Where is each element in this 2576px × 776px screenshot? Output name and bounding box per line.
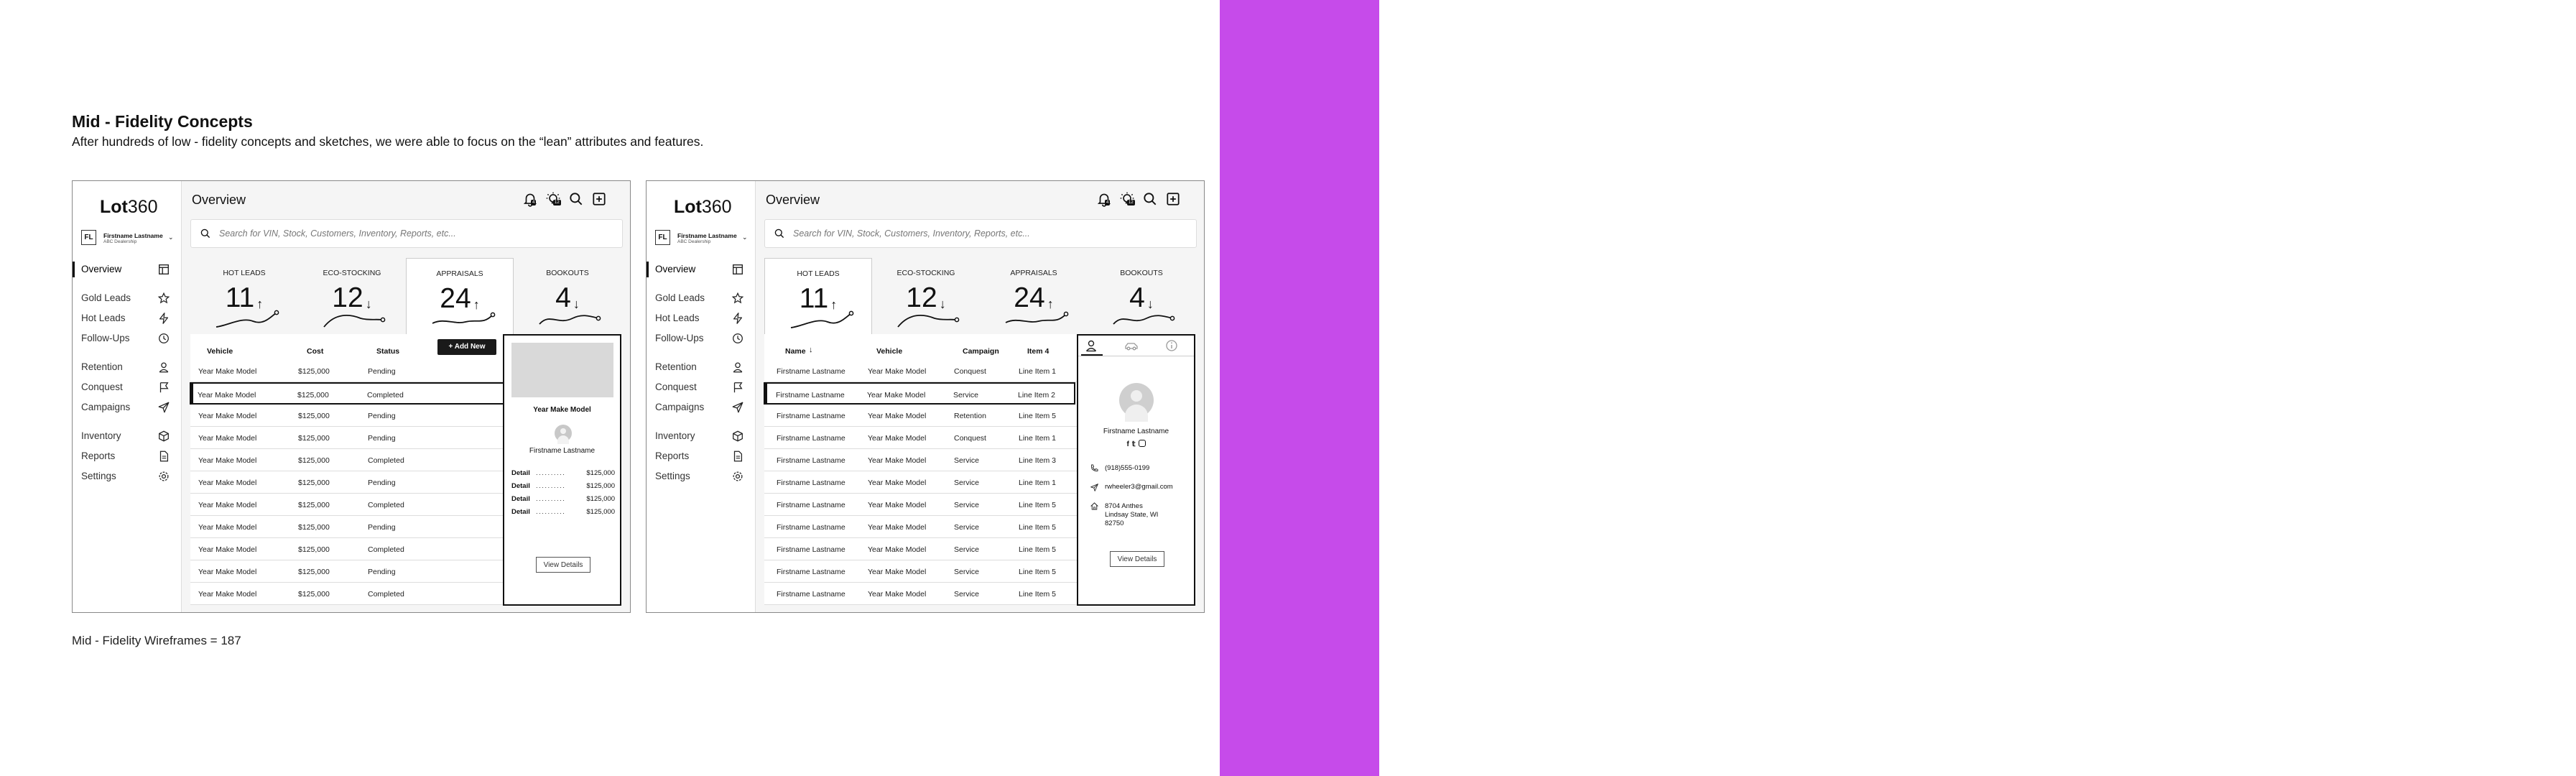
gear-icon xyxy=(157,470,170,483)
column-header-name[interactable]: Name xyxy=(785,347,806,356)
column-header-vehicle[interactable]: Vehicle xyxy=(207,347,233,356)
table-cell: Service xyxy=(954,501,980,509)
stat-label: APPRAISALS xyxy=(1010,269,1057,277)
sidebar-item-follow-ups[interactable] xyxy=(647,331,755,346)
toolbar xyxy=(522,191,616,208)
table-cell: Year Make Model xyxy=(198,501,257,509)
detail-row xyxy=(511,495,615,505)
table-cell: Year Make Model xyxy=(198,367,257,376)
table-cell: Completed xyxy=(368,501,404,509)
layout-icon xyxy=(731,263,744,276)
person-name: Firstname Lastname xyxy=(529,447,596,455)
sidebar-item-settings[interactable] xyxy=(647,468,755,484)
table-cell: Year Make Model xyxy=(868,545,927,554)
clock-icon xyxy=(157,332,170,345)
data-table xyxy=(764,334,1078,604)
data-table xyxy=(190,334,514,604)
app-logo[interactable] xyxy=(100,197,158,218)
stat-number: 12 xyxy=(332,282,363,313)
table-cell: Line Item 5 xyxy=(1019,412,1056,420)
table-cell: $125,000 xyxy=(298,479,330,487)
page-subtitle: After hundreds of low - fidelity concepts and sketches, we were able to focus on the “lean” attributes and features. xyxy=(72,134,704,149)
table-cell: Firstname Lastname xyxy=(777,367,845,376)
table-cell: Line Item 5 xyxy=(1019,501,1056,509)
table-row[interactable] xyxy=(190,382,507,405)
table-cell: Firstname Lastname xyxy=(776,391,845,399)
active-tab-indicator xyxy=(1081,354,1103,356)
logo-light: 360 xyxy=(127,197,158,217)
column-header-cost[interactable]: Cost xyxy=(307,347,324,356)
sidebar xyxy=(647,181,756,612)
user-switcher[interactable] xyxy=(81,230,175,249)
logo-bold: Lot xyxy=(100,197,128,217)
table-cell: Service xyxy=(954,523,980,532)
table-cell: $125,000 xyxy=(298,545,330,554)
sidebar-item-label: Overview xyxy=(81,264,122,274)
stat-number: 24 xyxy=(1014,282,1045,313)
table-cell: Year Make Model xyxy=(868,479,927,487)
table-cell: Firstname Lastname xyxy=(777,479,845,487)
table-row[interactable] xyxy=(190,560,514,583)
sidebar-item-conquest[interactable] xyxy=(647,379,755,395)
stat-label: HOT LEADS xyxy=(797,269,840,278)
search-placeholder: Search for VIN, Stock, Customers, Inventory, Reports, etc... xyxy=(219,228,456,239)
person-icon[interactable] xyxy=(1084,338,1098,353)
stat-number: 11 xyxy=(799,283,829,314)
stat-label: BOOKOUTS xyxy=(1120,269,1163,277)
table-row[interactable] xyxy=(764,449,1078,471)
layout-icon xyxy=(157,263,170,276)
header-title: Overview xyxy=(766,193,820,207)
detail-value: $125,000 xyxy=(586,508,615,516)
flag-icon xyxy=(157,381,170,394)
table-row[interactable] xyxy=(190,405,514,427)
column-header-vehicle[interactable]: Vehicle xyxy=(876,347,903,356)
table-cell: Pending xyxy=(368,523,396,532)
table-cell: Completed xyxy=(368,590,404,599)
sidebar xyxy=(73,181,182,612)
stat-label: BOOKOUTS xyxy=(546,269,589,277)
table-cell: $125,000 xyxy=(298,434,330,443)
table-cell: Year Make Model xyxy=(868,501,927,509)
sidebar-item-label: Hot Leads xyxy=(81,313,126,323)
sparkline xyxy=(788,310,854,331)
table-cell: Year Make Model xyxy=(198,590,257,599)
table-cell: $125,000 xyxy=(297,391,329,399)
detail-label: Detail xyxy=(511,508,530,516)
table-row[interactable] xyxy=(764,538,1078,560)
table-row[interactable] xyxy=(190,449,514,471)
table-row[interactable] xyxy=(764,494,1078,516)
sidebar-item-label: Conquest xyxy=(655,382,697,392)
sidebar-item-gold-leads[interactable] xyxy=(647,290,755,306)
table-cell: Line Item 5 xyxy=(1019,568,1056,576)
section-banner xyxy=(1220,0,2576,776)
user-name: Firstname Lastname xyxy=(677,232,737,239)
table-cell: Service xyxy=(954,590,980,599)
sidebar-item-label: Overview xyxy=(655,264,696,274)
sparkline xyxy=(430,310,496,331)
detail-label: Detail xyxy=(511,482,530,490)
detail-row xyxy=(511,469,615,479)
table-cell: Pending xyxy=(368,367,396,376)
search-icon xyxy=(200,228,211,239)
sidebar-item-label: Gold Leads xyxy=(655,292,705,303)
table-cell: Completed xyxy=(368,456,404,465)
sparkline xyxy=(213,310,279,330)
section-label: EXPERIENCE xyxy=(2496,86,2576,557)
sidebar-item-label: Campaigns xyxy=(655,402,705,412)
table-row[interactable] xyxy=(764,471,1078,494)
send-icon xyxy=(731,401,744,414)
table-cell: Firstname Lastname xyxy=(777,434,845,443)
car-icon[interactable] xyxy=(1124,338,1139,353)
panel-tabs xyxy=(1078,336,1194,356)
toolbar xyxy=(1096,191,1190,208)
trend-arrow-icon: ↑ xyxy=(830,297,838,312)
sidebar-item-label: Retention xyxy=(655,361,697,372)
sidebar-item-label: Gold Leads xyxy=(81,292,131,303)
table-cell: $125,000 xyxy=(298,590,330,599)
detail-row xyxy=(511,508,615,518)
facebook-icon[interactable]: f xyxy=(1126,440,1132,448)
home-icon xyxy=(1090,502,1099,511)
view-details-button[interactable]: View Details xyxy=(1110,551,1164,567)
stat-tab-hot leads[interactable] xyxy=(764,258,872,334)
table-cell: $125,000 xyxy=(298,568,330,576)
sidebar-item-label: Reports xyxy=(81,451,116,461)
table-row[interactable] xyxy=(764,516,1078,538)
table-cell: Year Make Model xyxy=(198,391,256,399)
add-new-button[interactable]: + Add New xyxy=(437,339,496,355)
email-address[interactable]: rwheeler3@gmail.com xyxy=(1105,483,1173,491)
avatar xyxy=(555,425,572,442)
sparkline xyxy=(321,310,387,330)
phone-number[interactable]: (918)555-0199 xyxy=(1105,464,1150,472)
table-cell: Year Make Model xyxy=(868,456,927,465)
sparkline xyxy=(1111,310,1177,330)
sidebar-item-label: Inventory xyxy=(655,430,695,441)
sidebar-item-inventory[interactable] xyxy=(647,428,755,444)
table-row[interactable] xyxy=(190,538,514,560)
table-row[interactable] xyxy=(190,516,514,538)
table-cell: Firstname Lastname xyxy=(777,590,845,599)
table-cell: $125,000 xyxy=(298,501,330,509)
instagram-icon[interactable] xyxy=(1139,440,1146,447)
sidebar-item-label: Follow-Ups xyxy=(81,333,130,343)
gear-icon xyxy=(731,470,744,483)
table-row[interactable] xyxy=(190,427,514,449)
star-icon xyxy=(157,292,170,305)
user-avatar: FL xyxy=(655,230,670,245)
add-square-icon[interactable] xyxy=(591,191,607,207)
stat-tab-appraisals[interactable] xyxy=(406,258,514,334)
flag-icon xyxy=(731,381,744,394)
detail-row xyxy=(511,482,615,492)
stat-label: ECO-STOCKING xyxy=(323,269,381,277)
sidebar-item-label: Inventory xyxy=(81,430,121,441)
address-line-3: 82750 xyxy=(1105,519,1124,527)
user-name: Firstname Lastname xyxy=(103,232,163,239)
box-icon xyxy=(731,430,744,443)
stat-label: APPRAISALS xyxy=(436,269,483,278)
table-row[interactable] xyxy=(190,471,514,494)
table-cell: Line Item 1 xyxy=(1019,434,1056,443)
sidebar-item-hot-leads[interactable] xyxy=(73,310,181,326)
column-header-campaign[interactable]: Campaign xyxy=(963,347,999,356)
document-icon xyxy=(731,450,744,463)
twitter-icon[interactable]: 𝕥 xyxy=(1131,440,1139,448)
table-cell: Pending xyxy=(368,412,396,420)
trend-arrow-icon: ↑ xyxy=(1047,297,1054,311)
column-header-item-4[interactable]: Item 4 xyxy=(1027,347,1050,356)
detail-panel xyxy=(1077,334,1195,606)
notification-badge: 4 xyxy=(1106,200,1109,205)
trend-arrow-icon: ↑ xyxy=(256,297,264,311)
avatar xyxy=(1119,383,1154,417)
table-row[interactable] xyxy=(764,360,1078,382)
table-cell: Year Make Model xyxy=(198,479,257,487)
table-cell: Service xyxy=(954,479,980,487)
table-cell: Firstname Lastname xyxy=(777,545,845,554)
table-cell: Conquest xyxy=(954,367,986,376)
sidebar-item-overview[interactable] xyxy=(647,262,755,277)
table-row[interactable] xyxy=(190,494,514,516)
table-cell: Firstname Lastname xyxy=(777,412,845,420)
sidebar-item-label: Hot Leads xyxy=(655,313,700,323)
wireframe-hot-leads xyxy=(646,180,1205,613)
box-icon xyxy=(157,430,170,443)
stat-number: 4 xyxy=(1129,282,1145,313)
table-cell: Year Make Model xyxy=(198,412,257,420)
leader-dots: .......... xyxy=(536,482,566,490)
table-cell: Year Make Model xyxy=(867,391,926,399)
table-cell: Line Item 1 xyxy=(1019,367,1056,376)
leader-dots: .......... xyxy=(536,469,566,477)
person-icon xyxy=(157,361,170,374)
sidebar-item-label: Settings xyxy=(81,471,116,481)
caption: Mid - Fidelity Wireframes = 187 xyxy=(72,634,241,647)
table-cell: Firstname Lastname xyxy=(777,523,845,532)
user-avatar: FL xyxy=(81,230,96,245)
address-line-1: 8704 Anthes xyxy=(1105,502,1143,510)
table-cell: Line Item 2 xyxy=(1018,391,1055,399)
sidebar-item-inventory[interactable] xyxy=(73,428,181,444)
detail-value: $125,000 xyxy=(586,495,615,503)
table-row[interactable] xyxy=(190,583,514,605)
table-cell: Service xyxy=(954,545,980,554)
trend-arrow-icon: ↓ xyxy=(573,297,580,311)
table-cell: Line Item 1 xyxy=(1019,479,1056,487)
sidebar-item-reports[interactable] xyxy=(73,448,181,464)
table-cell: Year Make Model xyxy=(868,412,927,420)
vehicle-title: Year Make Model xyxy=(533,406,591,414)
table-row[interactable] xyxy=(764,405,1078,427)
insight-badge: 12 xyxy=(555,200,560,205)
table-cell: $125,000 xyxy=(298,412,330,420)
sidebar-item-label: Settings xyxy=(655,471,690,481)
leader-dots: .......... xyxy=(536,508,566,516)
user-org: ABC Dealership xyxy=(677,239,711,244)
detail-value: $125,000 xyxy=(586,482,615,490)
sidebar-item-label: Conquest xyxy=(81,382,123,392)
stat-number: 12 xyxy=(906,282,937,313)
table-row[interactable] xyxy=(190,360,514,382)
sort-down-icon[interactable]: ↓ xyxy=(809,346,813,354)
table-cell: Service xyxy=(954,568,980,576)
sidebar-item-label: Follow-Ups xyxy=(655,333,704,343)
search-placeholder: Search for VIN, Stock, Customers, Inventory, Reports, etc... xyxy=(793,228,1030,239)
stat-label: ECO-STOCKING xyxy=(896,269,955,277)
vehicle-image-placeholder xyxy=(511,343,613,397)
table-cell: Year Make Model xyxy=(868,434,927,443)
table-cell: Year Make Model xyxy=(198,545,257,554)
detail-label: Detail xyxy=(511,469,530,477)
sidebar-item-overview[interactable] xyxy=(73,262,181,277)
info-icon[interactable] xyxy=(1164,338,1179,353)
table-row[interactable] xyxy=(764,427,1078,449)
bolt-icon xyxy=(157,312,170,325)
stat-tab-hot leads[interactable] xyxy=(190,258,298,334)
add-square-icon[interactable] xyxy=(1165,191,1181,207)
table-cell: Year Make Model xyxy=(868,367,927,376)
insight-badge: 12 xyxy=(1129,200,1134,205)
wireframe-appraisals xyxy=(72,180,631,613)
table-cell: Year Make Model xyxy=(198,568,257,576)
sidebar-item-conquest[interactable] xyxy=(73,379,181,395)
table-row[interactable] xyxy=(764,560,1078,583)
sidebar-item-label: Reports xyxy=(655,451,690,461)
detail-panel xyxy=(503,334,621,606)
page-title: Mid - Fidelity Concepts xyxy=(72,112,253,131)
sparkline xyxy=(537,310,603,330)
send-icon xyxy=(1090,483,1099,492)
table-cell: Year Make Model xyxy=(198,434,257,443)
sidebar-item-label: Campaigns xyxy=(81,402,131,412)
search-input[interactable] xyxy=(190,219,623,248)
table-cell: Pending xyxy=(368,568,396,576)
table-cell: Line Item 5 xyxy=(1019,545,1056,554)
section-number: 02 xyxy=(2486,637,2543,696)
sidebar-item-follow-ups[interactable] xyxy=(73,331,181,346)
table-cell: Service xyxy=(953,391,979,399)
search-input[interactable] xyxy=(764,219,1197,248)
sidebar-item-hot-leads[interactable] xyxy=(647,310,755,326)
stat-tab-appraisals[interactable] xyxy=(980,258,1088,334)
table-cell: Year Make Model xyxy=(198,523,257,532)
stat-tab-bookouts[interactable] xyxy=(1088,258,1195,334)
sidebar-item-campaigns[interactable] xyxy=(73,399,181,415)
app-logo[interactable] xyxy=(674,197,732,218)
sidebar-item-reports[interactable] xyxy=(647,448,755,464)
stat-number: 4 xyxy=(555,282,571,313)
table-cell: $125,000 xyxy=(298,523,330,532)
person-name: Firstname Lastname xyxy=(1103,428,1169,435)
search-icon xyxy=(774,228,785,239)
table-cell: Firstname Lastname xyxy=(777,568,845,576)
trend-arrow-icon: ↓ xyxy=(1146,297,1154,311)
address-line-2: Lindsay State, WI xyxy=(1105,511,1159,519)
chevron-down-icon[interactable]: ⌄ xyxy=(168,234,174,241)
sidebar-item-label: Retention xyxy=(81,361,123,372)
header-title: Overview xyxy=(192,193,246,207)
sidebar-item-campaigns[interactable] xyxy=(647,399,755,415)
clock-icon xyxy=(731,332,744,345)
column-header-status[interactable]: Status xyxy=(376,347,400,356)
trend-arrow-icon: ↓ xyxy=(365,297,372,311)
table-cell: $125,000 xyxy=(298,367,330,376)
stat-tab-bookouts[interactable] xyxy=(514,258,621,334)
logo-bold: Lot xyxy=(674,197,702,217)
table-cell: Year Make Model xyxy=(198,456,257,465)
trend-arrow-icon: ↑ xyxy=(473,297,480,312)
table-cell: Firstname Lastname xyxy=(777,456,845,465)
user-org: ABC Dealership xyxy=(103,239,137,244)
table-cell: Firstname Lastname xyxy=(777,501,845,509)
chevron-down-icon[interactable]: ⌄ xyxy=(742,234,748,241)
detail-value: $125,000 xyxy=(586,469,615,477)
sparkline xyxy=(895,310,961,330)
table-cell: $125,000 xyxy=(298,456,330,465)
table-cell: Year Make Model xyxy=(868,523,927,532)
sidebar-item-gold-leads[interactable] xyxy=(73,290,181,306)
table-cell: Completed xyxy=(367,391,404,399)
stat-number: 11 xyxy=(225,282,255,313)
search-icon[interactable] xyxy=(568,191,584,207)
stat-label: HOT LEADS xyxy=(223,269,266,277)
table-row[interactable] xyxy=(764,382,1075,405)
table-cell: Service xyxy=(954,456,980,465)
stat-tab-eco-stocking[interactable] xyxy=(298,258,406,334)
document-icon xyxy=(157,450,170,463)
user-switcher[interactable] xyxy=(655,230,749,249)
sparkline xyxy=(1003,310,1069,330)
table-cell: Pending xyxy=(368,479,396,487)
table-cell: Completed xyxy=(368,545,404,554)
stat-tab-eco-stocking[interactable] xyxy=(872,258,980,334)
sidebar-item-retention[interactable] xyxy=(73,359,181,375)
table-cell: Line Item 5 xyxy=(1019,523,1056,532)
table-cell: Line Item 5 xyxy=(1019,590,1056,599)
view-details-button[interactable]: View Details xyxy=(536,557,590,573)
table-cell: Retention xyxy=(954,412,986,420)
trend-arrow-icon: ↓ xyxy=(939,297,946,311)
table-cell: Pending xyxy=(368,434,396,443)
table-cell: Line Item 3 xyxy=(1019,456,1056,465)
search-icon[interactable] xyxy=(1142,191,1158,207)
send-icon xyxy=(157,401,170,414)
table-cell: Year Make Model xyxy=(868,568,927,576)
detail-label: Detail xyxy=(511,495,530,503)
social-links xyxy=(1078,440,1194,448)
leader-dots: .......... xyxy=(536,495,566,503)
star-icon xyxy=(731,292,744,305)
bolt-icon xyxy=(731,312,744,325)
notification-badge: 4 xyxy=(532,200,535,205)
table-cell: Conquest xyxy=(954,434,986,443)
sidebar-item-settings[interactable] xyxy=(73,468,181,484)
sidebar-item-retention[interactable] xyxy=(647,359,755,375)
table-cell: Year Make Model xyxy=(868,590,927,599)
stat-number: 24 xyxy=(440,283,471,314)
logo-light: 360 xyxy=(701,197,732,217)
table-row[interactable] xyxy=(764,583,1078,605)
person-icon xyxy=(731,361,744,374)
phone-icon xyxy=(1090,463,1099,473)
